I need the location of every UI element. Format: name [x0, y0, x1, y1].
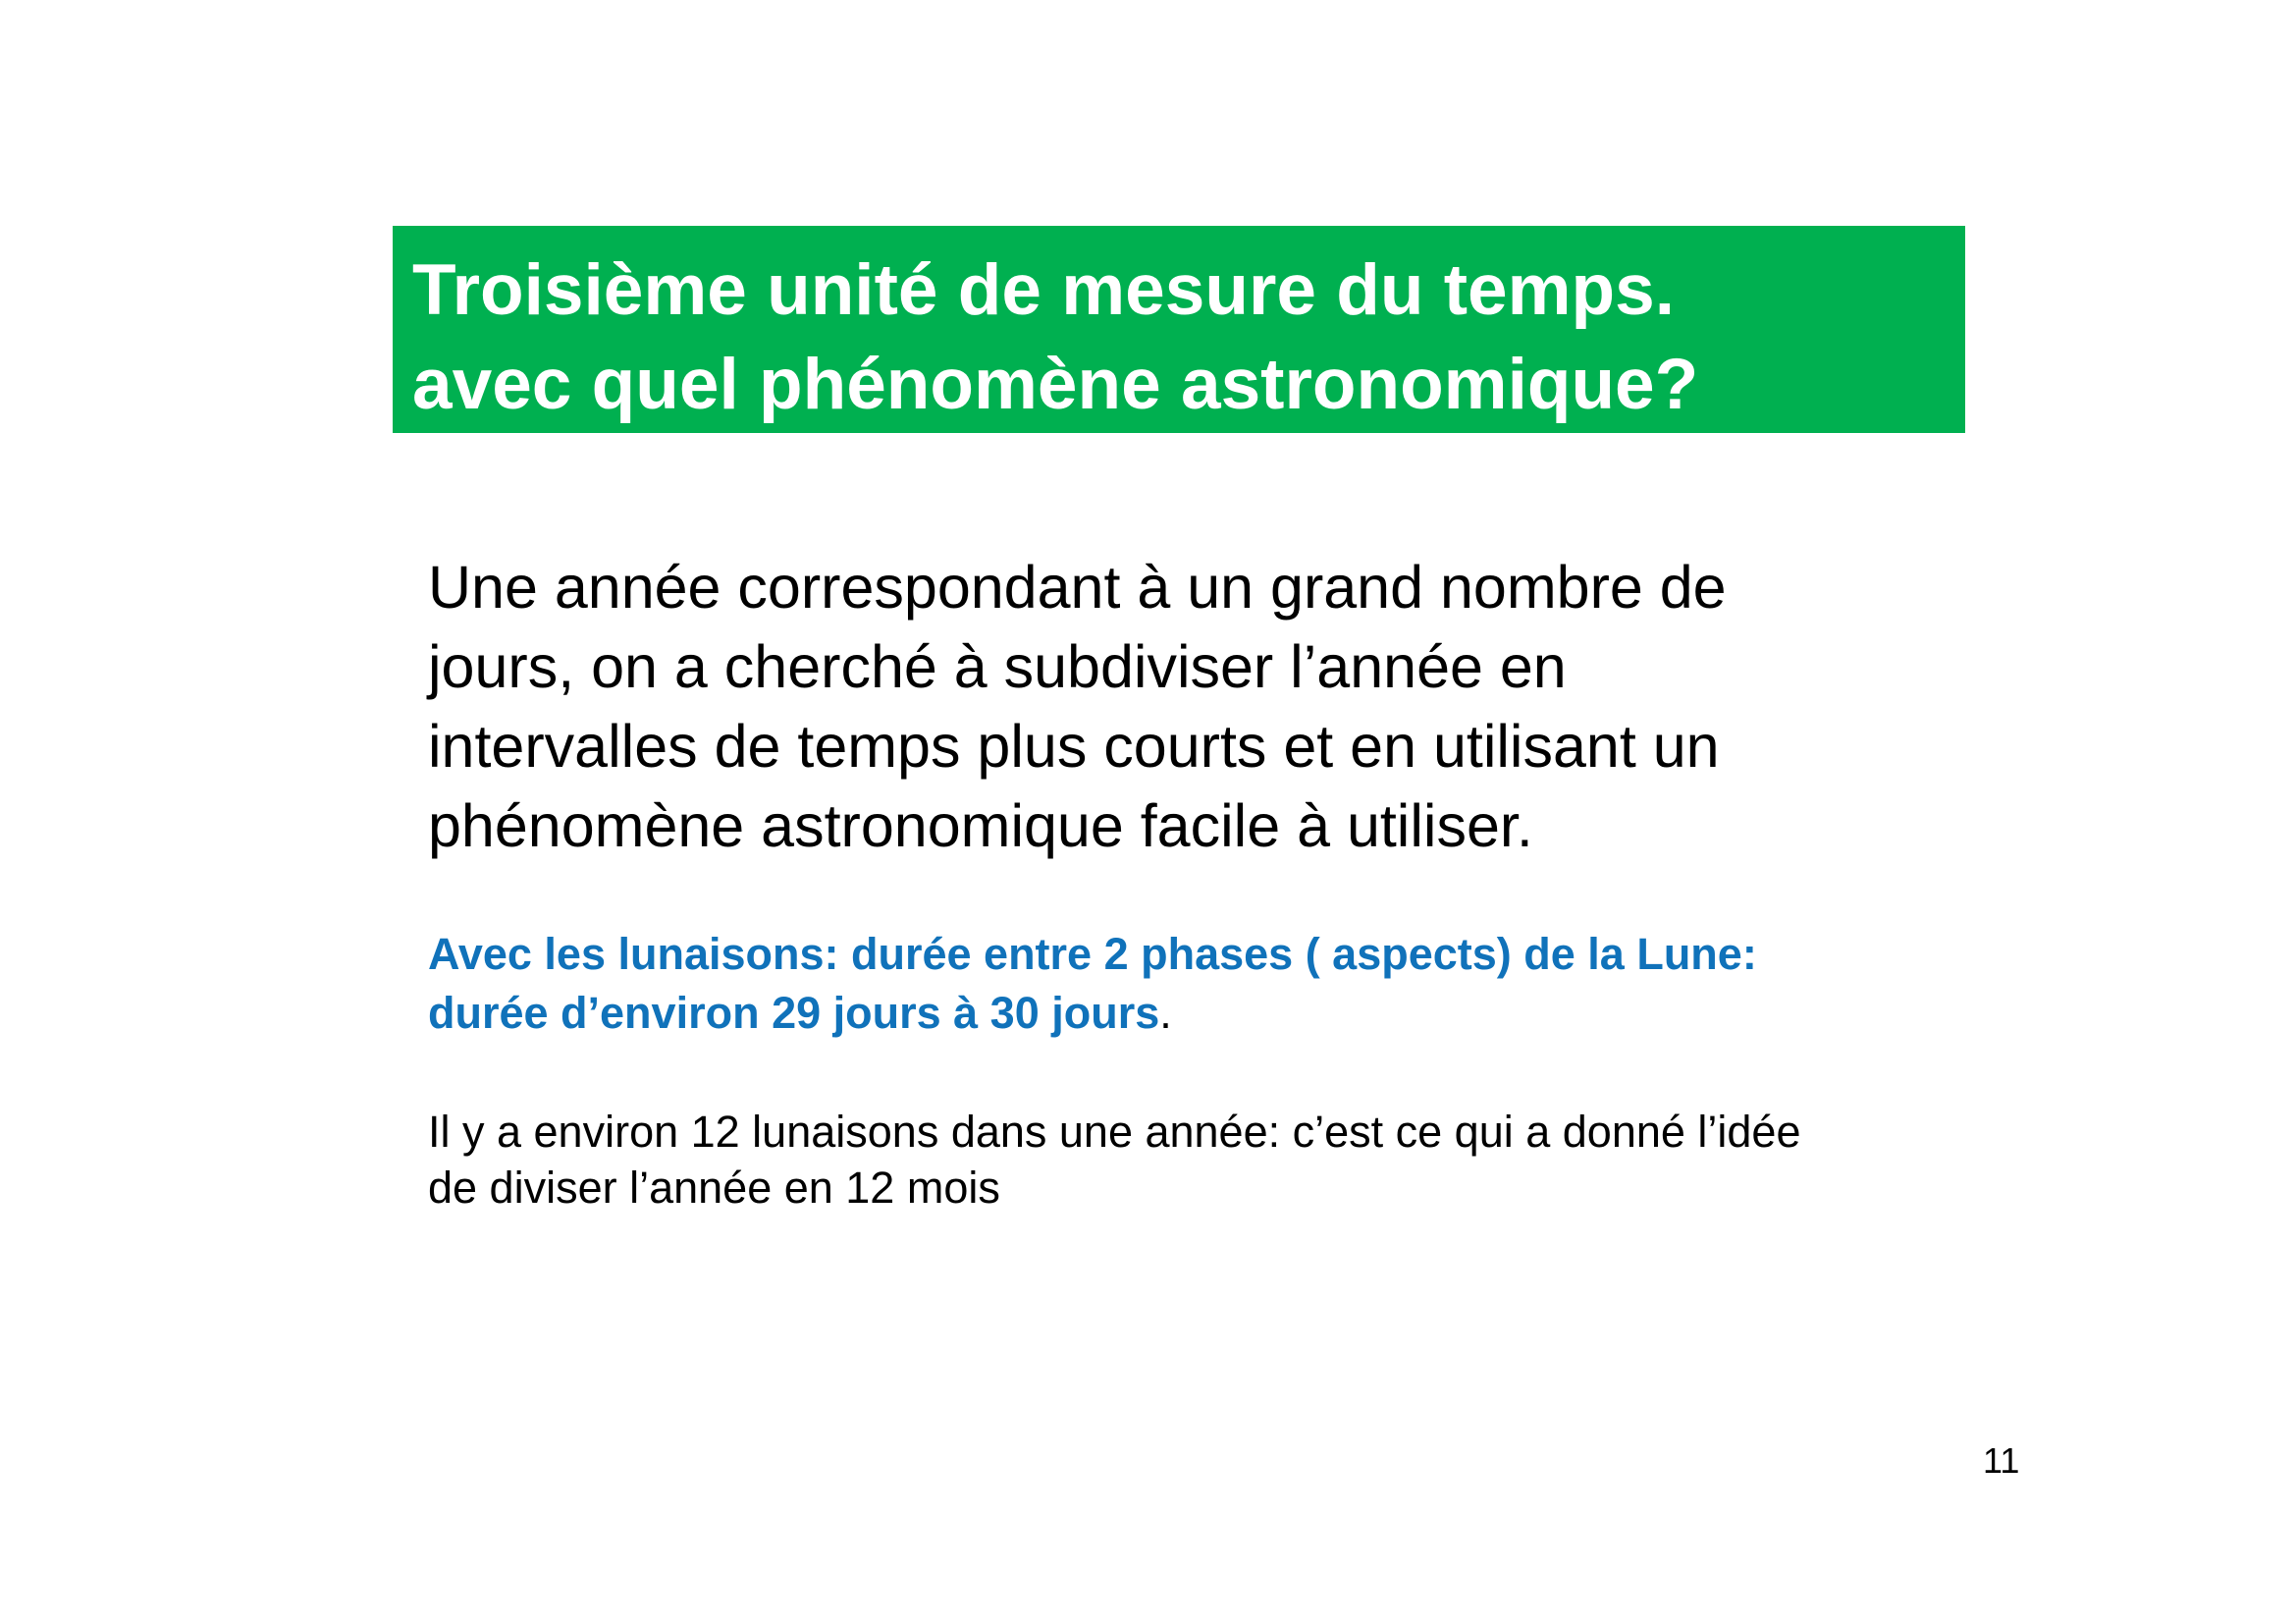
highlight-line-2-text: durée d’environ 29 jours à 30 jours	[428, 988, 1160, 1038]
paragraph-line: jours, on a cherché à subdiviser l’année en	[428, 633, 1567, 700]
main-paragraph	[428, 548, 1959, 866]
page-number: 11	[1983, 1440, 2020, 1481]
highlight-line-1: Avec les lunaisons: durée entre 2 phases ( aspects) de la Lune:	[428, 929, 1757, 979]
highlight-line-2	[428, 984, 1999, 1043]
paragraph-line: phénomène astronomique facile à utiliser.	[428, 792, 1533, 859]
title-line-2: avec quel phénomène astronomique?	[412, 345, 1699, 424]
note-line-1: Il y a environ 12 lunaisons dans une année: c’est ce qui a donné l’idée	[428, 1107, 1801, 1157]
title-banner	[393, 226, 1965, 433]
note-line-2: de diviser l’année en 12 mois	[428, 1163, 1000, 1213]
title-line-1: Troisième unité de mesure du temps.	[412, 250, 1675, 330]
months-note	[428, 1104, 2018, 1216]
highlight-period: .	[1159, 988, 1172, 1038]
paragraph-line: Une année correspondant à un grand nombre de	[428, 554, 1727, 621]
lunation-highlight	[428, 925, 1999, 1043]
paragraph-line: intervalles de temps plus courts et en utilisant un	[428, 713, 1720, 780]
